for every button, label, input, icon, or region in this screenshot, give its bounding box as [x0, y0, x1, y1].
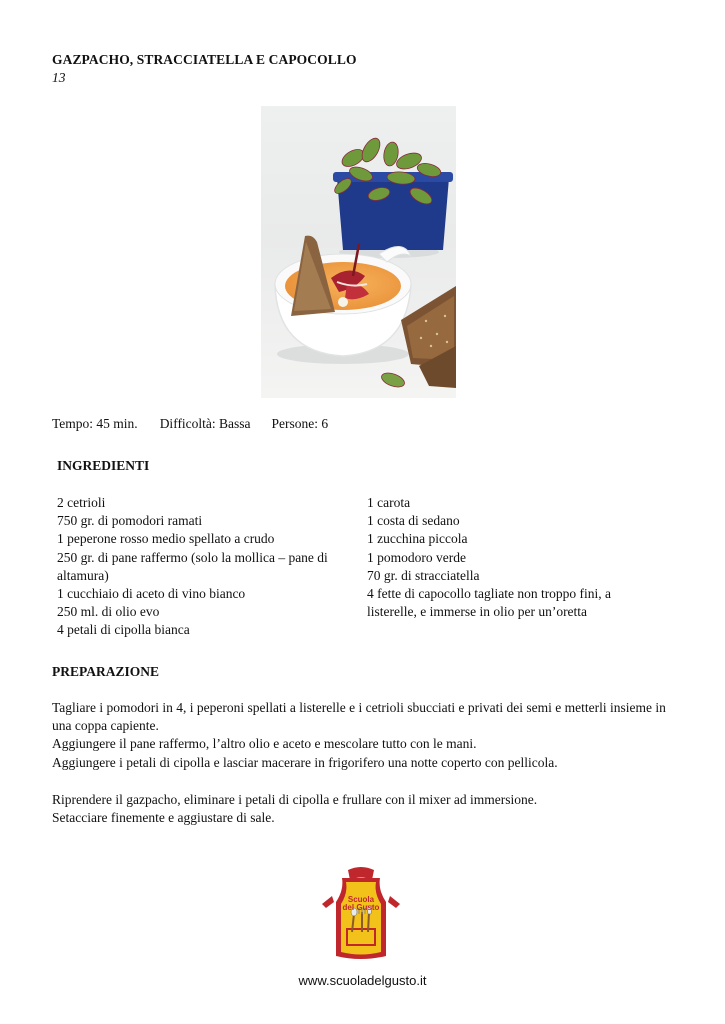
preparation-step: Setacciare finemente e aggiustare di sale. [52, 810, 275, 826]
ingredient-item: 750 gr. di pomodori ramati [57, 513, 203, 529]
preparation-paragraph-1 [52, 699, 672, 772]
apron-logo-icon [318, 866, 404, 964]
ingredient-item: 2 cetrioli [57, 495, 106, 510]
logo-text-line1: Scuola [347, 895, 375, 904]
ingredient-item: 1 carota [367, 495, 411, 510]
ingredients-left-column [57, 494, 357, 640]
difficulty: Difficoltà: Bassa [159, 416, 251, 431]
gazpacho-photo-illustration [261, 106, 456, 398]
page-number: 13 [52, 70, 66, 85]
preparation-paragraph-2 [52, 791, 672, 827]
ingredient-item: 4 fette di capocollo tagliate non troppo fini, a listerelle, e immerse in olio per un’oretta [367, 586, 612, 620]
preparation-step: Tagliare i pomodori in 4, i peperoni spellati a listerelle e i cetrioli sbucciati e privati dei semi e metterli insieme in una coppa capiente. [52, 700, 666, 734]
recipe-photo [261, 106, 456, 398]
logo-text-line2: del Gusto [342, 903, 380, 912]
ingredients-heading: INGREDIENTI [57, 458, 150, 473]
recipe-title: GAZPACHO, STRACCIATELLA E CAPOCOLLO [52, 52, 357, 67]
ingredient-item: 1 cucchiaio di aceto di vino bianco [57, 586, 246, 602]
ingredient-item: 4 petali di cipolla bianca [57, 622, 190, 638]
scuola-del-gusto-logo [318, 866, 404, 964]
footer-url[interactable]: www.scuoladelgusto.it [298, 973, 427, 988]
recipe-meta [52, 416, 328, 432]
ingredient-item: 1 zucchina piccola [367, 531, 468, 547]
ingredient-item: 1 pomodoro verde [367, 549, 466, 565]
preparation-step: Riprendere il gazpacho, eliminare i petali di cipolla e frullare con il mixer ad immersione. [52, 792, 538, 807]
ingredient-item: 250 gr. di pane raffermo (solo la mollica – pane di altamura) [57, 549, 328, 583]
ingredient-item: 1 peperone rosso medio spellato a crudo [57, 531, 275, 547]
ingredient-item: 1 costa di sedano [367, 513, 460, 529]
preparation-step: Aggiungere i petali di cipolla e lasciar macerare in frigorifero una notte coperto con pellicola. [52, 754, 558, 770]
ingredient-item: 70 gr. di stracciatella [367, 567, 480, 583]
preparation-step: Aggiungere il pane raffermo, l’altro olio e aceto e mescolare tutto con le mani. [52, 736, 477, 752]
servings: Persone: 6 [271, 416, 329, 431]
preparation-heading: PREPARAZIONE [52, 664, 160, 679]
prep-time: Tempo: 45 min. [52, 416, 138, 431]
ingredient-item: 250 ml. di olio evo [57, 604, 160, 620]
ingredients-right-column [367, 494, 647, 621]
